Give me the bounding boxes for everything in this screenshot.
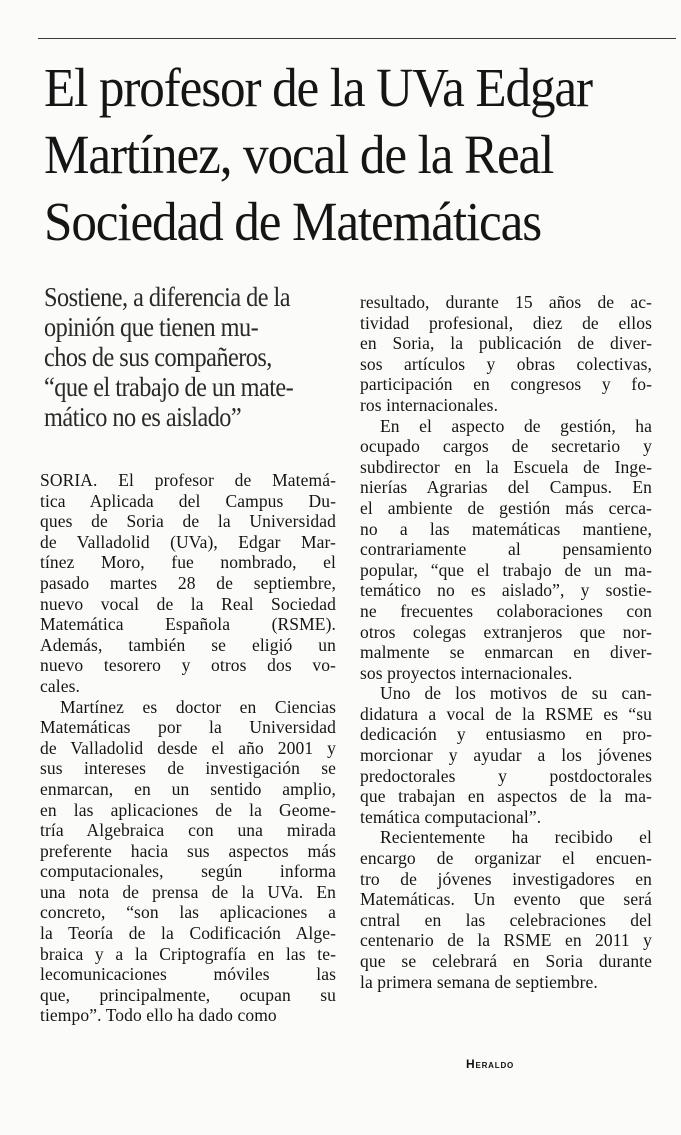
article-line: participación en congresos y fo-: [360, 374, 652, 395]
article-line: centenario de la RSME en 2011 y: [360, 930, 652, 951]
article-line: predoctorales y postdoctorales: [360, 765, 652, 786]
article-line: Recientemente ha recibido el: [380, 827, 652, 848]
deck-line: Sostiene, a diferencia de la: [44, 282, 290, 312]
article-line: nuevo tesorero y otros dos vo-: [40, 655, 336, 676]
article-line: tiempo”. Todo ello ha dado como: [40, 1005, 277, 1026]
article-line: subdirector en la Escuela de Inge-: [360, 456, 652, 477]
article-column-right: [360, 292, 652, 992]
article-line: En el aspecto de gestión, ha: [380, 415, 652, 436]
article-line: no a las matemáticas mantiene,: [360, 518, 652, 539]
article-line: Matemáticas. Un evento que será: [360, 889, 652, 910]
article-line: SORIA. El profesor de Matemá-: [40, 470, 336, 490]
article-line: nuevo vocal de la Real Sociedad: [40, 593, 336, 614]
article-line: de Valladolid desde el año 2001 y: [40, 737, 336, 758]
article-line: en las aplicaciones de la Geome-: [40, 799, 336, 820]
article-line: tividad profesional, diez de ellos: [360, 312, 652, 333]
article-line: cntral en las celebraciones del: [360, 909, 652, 930]
article-line: ocupado cargos de secretario y: [360, 436, 652, 457]
article-line: ne frecuentes colaboraciones con: [360, 600, 652, 621]
article-line: ros internacionales.: [360, 394, 499, 415]
article-line: Matemáticas por la Universidad: [40, 717, 336, 738]
article-line: tría Algebraica con una mirada: [40, 820, 336, 841]
headline-line: Sociedad de Matemáticas: [44, 191, 541, 252]
article-line: tínez Moro, fue nombrado, el: [40, 552, 336, 573]
article-line: pasado martes 28 de septiembre,: [40, 572, 336, 593]
article-line: de Valladolid (UVa), Edgar Mar-: [40, 531, 336, 552]
article-line: contrariamente al pensamiento: [360, 539, 652, 560]
article-line: concreto, “son las aplicaciones a: [40, 902, 336, 923]
article-line: didatura a vocal de la RSME es “su: [360, 703, 652, 724]
article-line: la primera semana de septiembre.: [360, 971, 598, 992]
article-line: ques de Soria de la Universidad: [40, 511, 336, 532]
article-line: encargo de organizar el encuen-: [360, 848, 652, 869]
article-line: popular, “que el trabajo de un ma-: [360, 559, 652, 580]
deck-line: chos de sus compañeros,: [44, 342, 272, 372]
signature: Heraldo: [466, 1057, 515, 1071]
article-line: sus intereses de investigación se: [40, 758, 336, 779]
article-line: que se celebrará en Soria durante: [360, 951, 652, 971]
headline-line: El profesor de la UVa Edgar: [44, 57, 592, 118]
deck-line: opinión que tienen mu-: [44, 312, 259, 342]
article-line: sos artículos y obras colectivas,: [360, 353, 652, 374]
headline-line: Martínez, vocal de la Real: [44, 124, 554, 185]
article-column-left: [40, 470, 336, 1026]
deck-subheadline: [44, 282, 314, 432]
article-line: en Soria, la publicación de diver-: [360, 333, 652, 354]
deck-line: mático no es aislado”: [44, 402, 242, 432]
article-line: una nota de prensa de la UVa. En: [40, 881, 336, 902]
article-line: el ambiente de gestión más cerca-: [360, 497, 652, 518]
article-line: la Teoría de la Codificación Alge-: [40, 923, 336, 944]
article-line: preferente hacia sus aspectos más: [40, 840, 336, 861]
article-line: temática computacional”.: [360, 806, 542, 827]
article-line: resultado, durante 15 años de ac-: [360, 292, 652, 312]
article-line: Matemática Española (RSME).: [40, 614, 336, 635]
article-line: malmente se enmarcan en diver-: [360, 642, 652, 663]
article-line: computacionales, según informa: [40, 861, 336, 882]
article-line: enmarcan, en un sentido amplio,: [40, 778, 336, 799]
article-line: tro de jóvenes investigadores en: [360, 868, 652, 889]
article-line: Además, también se eligió un: [40, 634, 336, 655]
article-line: cales.: [40, 675, 80, 696]
article-line: sos proyectos internacionales.: [360, 662, 573, 683]
article-line: Martínez es doctor en Ciencias: [60, 696, 336, 717]
headline: [44, 54, 630, 255]
article-line: temático no es aislado”, y sostie-: [360, 580, 652, 601]
deck-line: “que el trabajo de un mate-: [44, 372, 294, 402]
article-line: dedicación y entusiasmo en pro-: [360, 724, 652, 745]
article-line: morcionar y ayudar a los jóvenes: [360, 745, 652, 766]
article-line: tica Aplicada del Campus Du-: [40, 490, 336, 511]
article-line: que trabajan en aspectos de la ma-: [360, 786, 652, 807]
article-line: nierías Agrarias del Campus. En: [360, 477, 652, 498]
article-line: braica y a la Criptografía en las te-: [40, 943, 336, 964]
article-line: Uno de los motivos de su can-: [380, 683, 652, 704]
article-line: otros colegas extranjeros que nor-: [360, 621, 652, 642]
article-line: que, principalmente, ocupan su: [40, 984, 336, 1005]
article-line: lecomunicaciones móviles las: [40, 964, 336, 985]
top-rule: [38, 38, 676, 39]
